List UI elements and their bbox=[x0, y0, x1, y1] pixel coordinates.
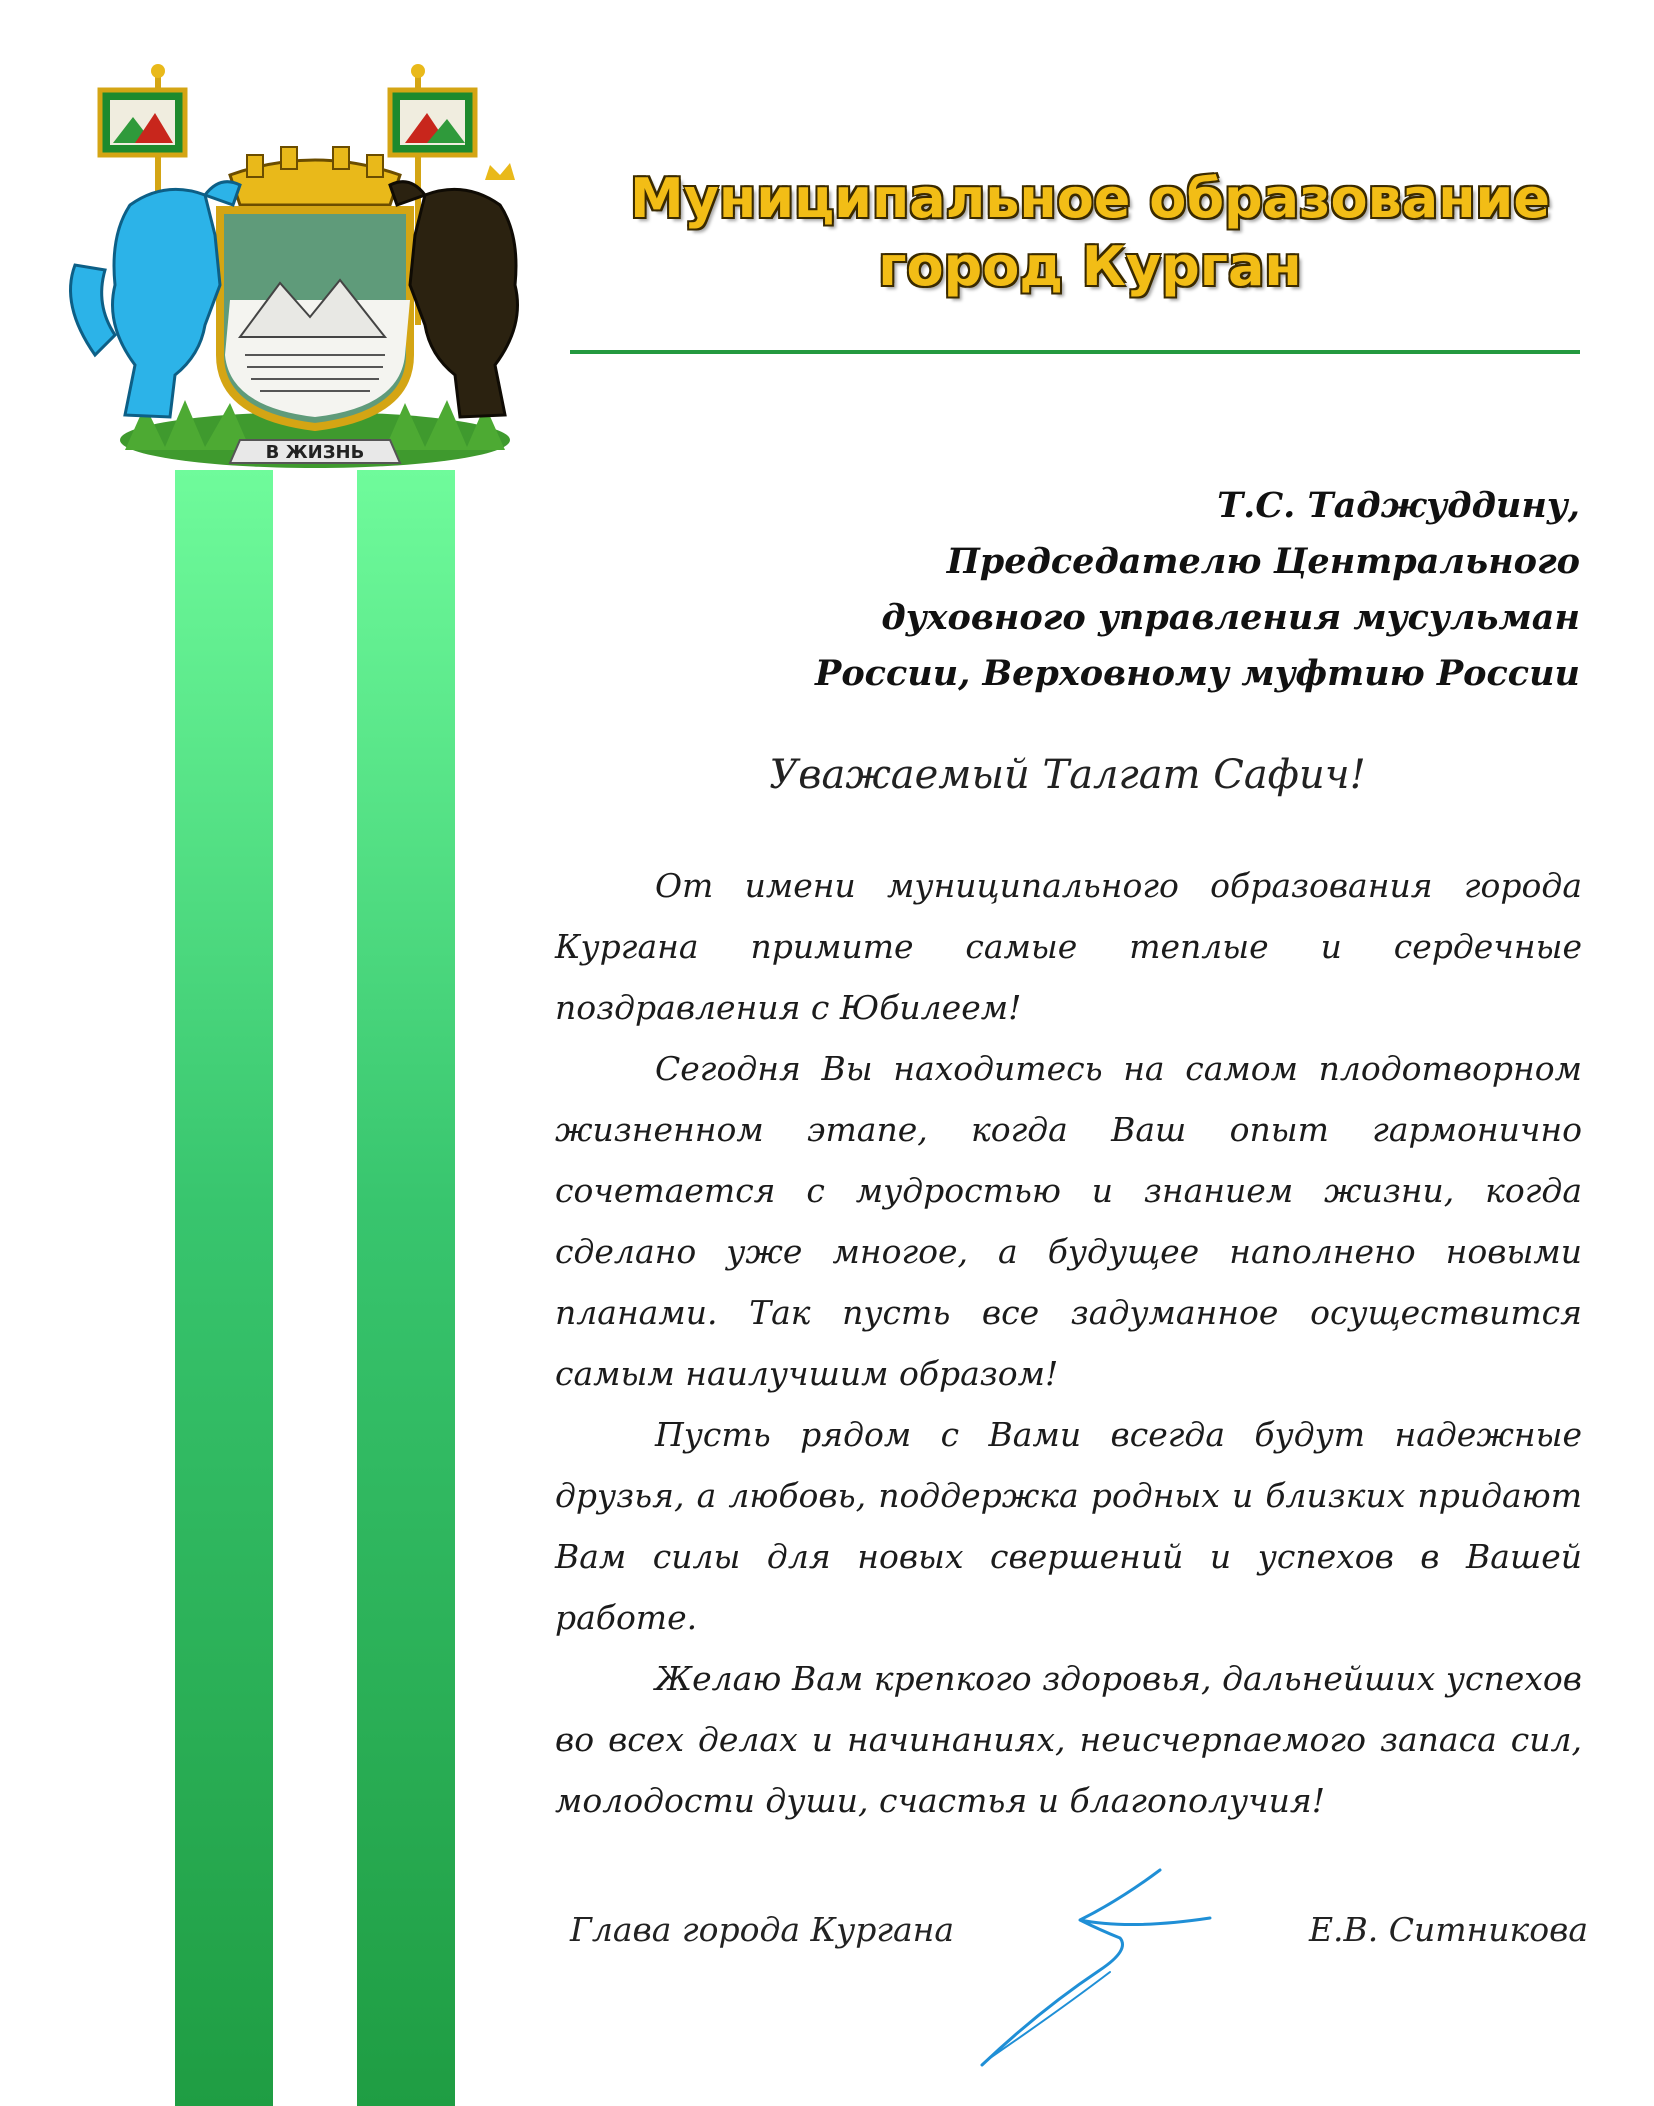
coat-of-arms-emblem bbox=[55, 55, 575, 480]
right-green-stripe bbox=[357, 470, 455, 2106]
emblem-motto: В ЖИЗНЬ bbox=[265, 442, 365, 463]
addressee-block bbox=[780, 478, 1580, 702]
addressee-line: Т.С. Таджуддину, bbox=[1217, 485, 1580, 526]
addressee-line: Председателю Центрального bbox=[946, 541, 1580, 582]
letter-body bbox=[555, 855, 1582, 1831]
handwritten-signature bbox=[970, 1860, 1230, 2075]
paragraph: Пусть рядом с Вами всегда будут надежные друзья, а любовь, поддержка родных и близких придают Вам силы для новых свершений и успехов в Вашей работе. bbox=[555, 1415, 1582, 1637]
paragraph: Сегодня Вы находитесь на самом плодотворном жизненном этапе, когда Ваш опыт гармонично сочетается с мудростью и знанием жизни, когда сделано уже многое, а будущее наполнено новыми планами. Так пусть все задуманное осуществится самым наилучшим образом! bbox=[555, 1049, 1582, 1393]
title-line-2: город Курган bbox=[878, 235, 1302, 298]
municipality-title bbox=[570, 165, 1610, 301]
paragraph: От имени муниципального образования города Кургана примите самые теплые и сердечные поздравления с Юбилеем! bbox=[555, 866, 1582, 1027]
header-divider bbox=[570, 350, 1580, 354]
title-line-1: Муниципальное образование bbox=[630, 167, 1550, 230]
addressee-line: России, Верховному муфтию России bbox=[815, 653, 1580, 694]
left-green-stripe bbox=[175, 470, 273, 2106]
addressee-line: духовного управления мусульман bbox=[881, 597, 1580, 638]
signatory-name: Е.В. Ситникова bbox=[1308, 1910, 1588, 1949]
paragraph: Желаю Вам крепкого здоровья, дальнейших успехов во всех делах и начинаниях, неисчерпаемого запаса сил, молодости души, счастья и благополучия! bbox=[555, 1659, 1582, 1820]
signatory-position: Глава города Кургана bbox=[570, 1910, 955, 1949]
salutation: Уважаемый Талгат Сафич! bbox=[769, 752, 1366, 798]
